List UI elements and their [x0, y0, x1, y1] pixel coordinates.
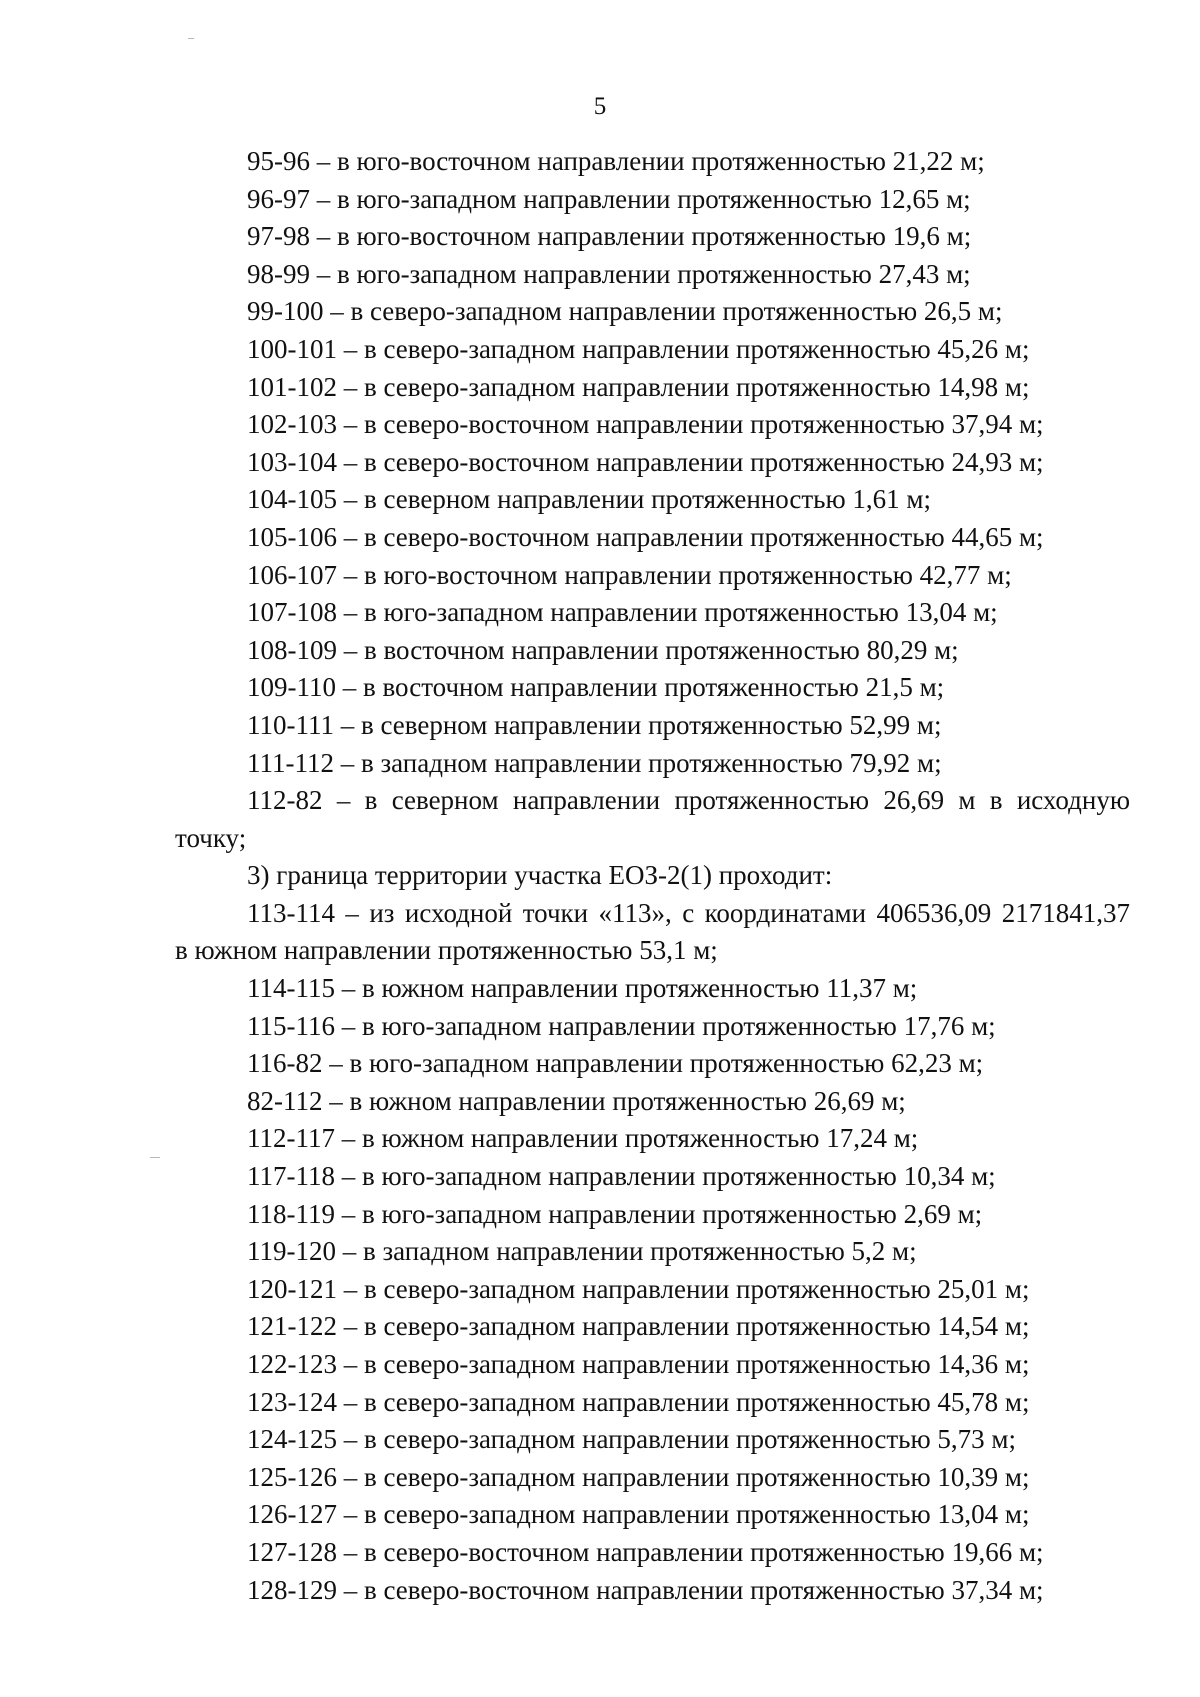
- word: –: [345, 897, 359, 928]
- justified-line: [175, 782, 1130, 820]
- word: 26,69: [883, 785, 945, 816]
- word: направлении: [512, 785, 661, 816]
- segment-line: 102-103 – в северо-восточном направлении протяженностью 37,94 м;: [247, 409, 1044, 440]
- segment-line: 124-125 – в северо-западном направлении протяженностью 5,73 м;: [247, 1424, 1016, 1455]
- segment-line: 114-115 – в южном направлении протяженностью 11,37 м;: [247, 973, 918, 1004]
- segment-paragraph-112-82: [175, 782, 1130, 857]
- segment-line: 127-128 – в северо-восточном направлении протяженностью 19,66 м;: [247, 1536, 1044, 1567]
- word: 2171841,37: [1001, 897, 1130, 928]
- segment-line: 105-106 – в северо-восточном направлении протяженностью 44,65 м;: [247, 521, 1044, 552]
- segment-line: 112-117 – в южном направлении протяженностью 17,24 м;: [247, 1123, 919, 1154]
- section-heading: 3) граница территории участка ЕОЗ-2(1) проходит:: [247, 860, 833, 891]
- document-body: [175, 143, 1130, 1609]
- segment-line: 108-109 – в восточном направлении протяженностью 80,29 м;: [247, 634, 959, 665]
- segment-line: 121-122 – в северо-западном направлении протяженностью 14,54 м;: [247, 1311, 1030, 1342]
- segment-line: 111-112 – в западном направлении протяженностью 79,92 м;: [247, 747, 942, 778]
- segment-line: 128-129 – в северо-восточном направлении протяженностью 37,34 м;: [247, 1574, 1044, 1605]
- segment-line: 96-97 – в юго-западном направлении протяженностью 12,65 м;: [247, 183, 971, 214]
- segment-line: 100-101 – в северо-западном направлении протяженностью 45,26 м;: [247, 333, 1030, 364]
- word: точки: [522, 897, 589, 928]
- word: м: [958, 785, 976, 816]
- segment-line: 126-127 – в северо-западном направлении протяженностью 13,04 м;: [247, 1499, 1030, 1530]
- segment-line: 120-121 – в северо-западном направлении протяженностью 25,01 м;: [247, 1273, 1030, 1304]
- segment-line: 118-119 – в юго-западном направлении протяженностью 2,69 м;: [247, 1198, 983, 1229]
- segment-line: 116-82 – в юго-западном направлении протяженностью 62,23 м;: [247, 1048, 984, 1079]
- segment-line: 101-102 – в северо-западном направлении протяженностью 14,98 м;: [247, 371, 1030, 402]
- scan-artifact-left: [150, 1157, 160, 1158]
- segment-paragraph-113-114: [175, 895, 1130, 970]
- segment-line: 97-98 – в юго-восточном направлении протяженностью 19,6 м;: [247, 221, 972, 252]
- segment-line: 98-99 – в юго-западном направлении протяженностью 27,43 м;: [247, 258, 971, 289]
- page-number: 5: [593, 93, 607, 120]
- segment-line: 109-110 – в восточном направлении протяженностью 21,5 м;: [247, 672, 945, 703]
- word: северном: [391, 785, 499, 816]
- word: –: [336, 785, 351, 816]
- continuation-line: в южном направлении протяженностью 53,1 м;: [175, 935, 718, 966]
- segment-line: 110-111 – в северном направлении протяженностью 52,99 м;: [247, 709, 942, 740]
- segment-line: 107-108 – в юго-западном направлении протяженностью 13,04 м;: [247, 597, 998, 628]
- segment-line: 119-120 – в западном направлении протяженностью 5,2 м;: [247, 1236, 917, 1267]
- word: исходную: [1016, 785, 1130, 816]
- word: протяженностью: [674, 785, 870, 816]
- word: из: [369, 897, 395, 928]
- word: 406536,09: [876, 897, 992, 928]
- segment-line: 117-118 – в юго-западном направлении протяженностью 10,34 м;: [247, 1161, 996, 1192]
- segment-line: 99-100 – в северо-западном направлении протяженностью 26,5 м;: [247, 296, 1003, 327]
- word: исходной: [404, 897, 513, 928]
- segment-line: 104-105 – в северном направлении протяженностью 1,61 м;: [247, 484, 932, 515]
- word: координатами: [704, 897, 867, 928]
- segment-line: 106-107 – в юго-восточном направлении протяженностью 42,77 м;: [247, 559, 1012, 590]
- boundary-segments-part-b: [175, 970, 1130, 1609]
- word: «113»,: [598, 897, 672, 928]
- word: с: [682, 897, 695, 928]
- segment-line: 82-112 – в южном направлении протяженностью 26,69 м;: [247, 1085, 906, 1116]
- segment-line: 125-126 – в северо-западном направлении протяженностью 10,39 м;: [247, 1461, 1030, 1492]
- segment-line: 95-96 – в юго-восточном направлении протяженностью 21,22 м;: [247, 146, 985, 176]
- justified-line: [175, 895, 1130, 933]
- segment-line: 103-104 – в северо-восточном направлении протяженностью 24,93 м;: [247, 446, 1044, 477]
- boundary-segments-part-a: [175, 143, 1130, 782]
- word: 112-82: [247, 785, 323, 816]
- continuation-line: точку;: [175, 822, 247, 853]
- segment-line: 115-116 – в юго-западном направлении протяженностью 17,76 м;: [247, 1010, 996, 1041]
- word: в: [989, 785, 1003, 816]
- segment-line: 122-123 – в северо-западном направлении протяженностью 14,36 м;: [247, 1349, 1030, 1379]
- segment-line: 123-124 – в северо-западном направлении протяженностью 45,78 м;: [247, 1386, 1030, 1417]
- word: в: [364, 785, 378, 816]
- scan-artifact-top: [188, 38, 194, 39]
- word: 113-114: [247, 897, 335, 928]
